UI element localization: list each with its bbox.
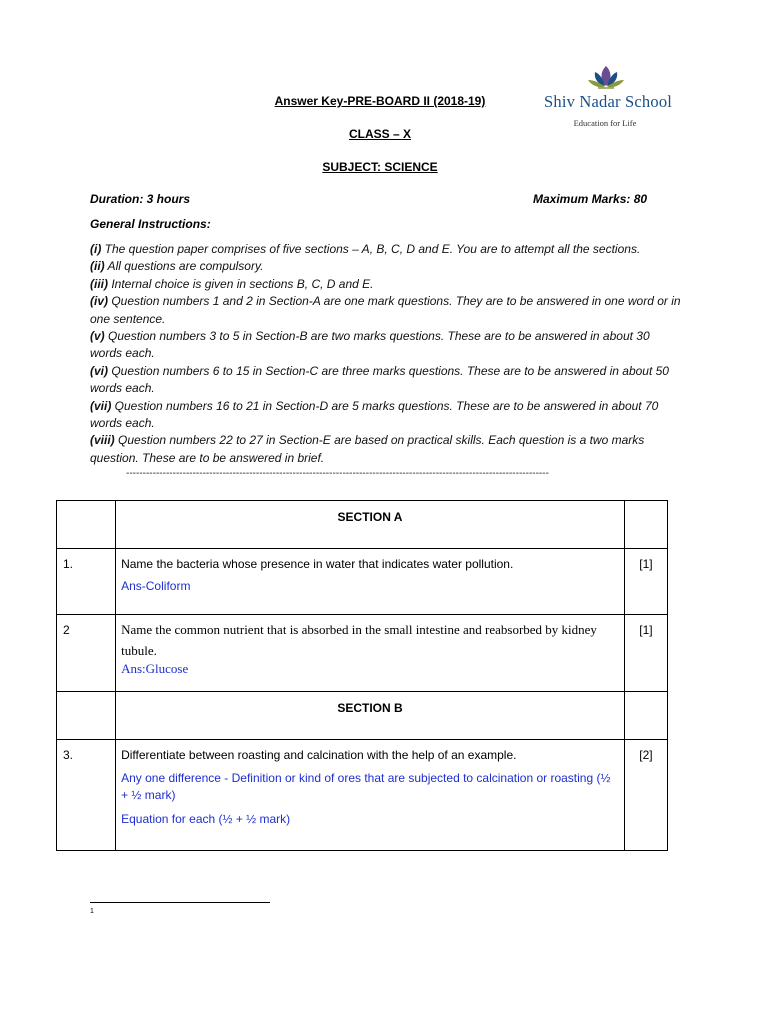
duration: Duration: 3 hours xyxy=(90,192,191,206)
instruction-item: (i) The question paper comprises of five sections – A, B, C, D and E. You are to attempt all the sections. xyxy=(90,242,641,256)
school-logo xyxy=(540,64,673,134)
question-number: 2 xyxy=(57,615,116,692)
question-text: Differentiate between roasting and calcination with the help of an example. xyxy=(121,748,517,762)
table-row xyxy=(57,615,668,692)
school-tagline: Education for Life xyxy=(573,118,637,128)
question-number: 3. xyxy=(57,740,116,851)
instruction-item: (v) Question numbers 3 to 5 in Section-B are two marks questions. These are to be answered in about 30 words each. xyxy=(90,329,650,361)
class-heading: CLASS – X xyxy=(348,127,411,141)
question-text: Name the bacteria whose presence in water that indicates water pollution. xyxy=(121,557,514,571)
footnote-rule xyxy=(90,902,270,903)
instruction-item: (vii) Question numbers 16 to 21 in Section-D are 5 marks questions. These are to be answered in about 70 words each. xyxy=(90,398,659,431)
table-row xyxy=(57,501,668,549)
answer-text: Any one difference - Definition or kind of ores that are subjected to calcination or roasting (½ + ½ mark) xyxy=(121,771,611,802)
maximum-marks: Maximum Marks: 80 xyxy=(533,192,648,206)
answer-text: Ans:Glucose xyxy=(121,661,189,676)
instruction-item: (iv) Question numbers 1 and 2 in Section-A are one mark questions. They are to be answered in one word or in one sentence. xyxy=(90,294,681,326)
subject-heading: SUBJECT: SCIENCE xyxy=(322,160,438,174)
section-b-title: SECTION B xyxy=(116,692,625,740)
dashed-divider: ------------------------------------------------------------------------------------------------------------------------------- xyxy=(126,468,549,479)
instruction-item: (ii) All questions are compulsory. xyxy=(90,259,264,274)
instruction-item: (viii) Question numbers 22 to 27 in Section-E are based on practical skills. Each question is a two marks question. These are to be answered in brief. xyxy=(90,433,645,465)
footnote-number: 1 xyxy=(90,908,94,915)
question-number: 1. xyxy=(57,549,116,615)
answer-text: Equation for each (½ + ½ mark) xyxy=(121,812,291,826)
question-marks: [1] xyxy=(624,549,667,615)
answer-text: Ans-Coliform xyxy=(121,579,191,593)
question-marks: [1] xyxy=(624,615,667,692)
general-instructions-heading: General Instructions: xyxy=(90,217,211,231)
question-table xyxy=(56,500,668,851)
question-marks: [2] xyxy=(624,740,667,851)
table-row xyxy=(57,692,668,740)
question-text: Name the common nutrient that is absorbed in the small intestine and reabsorbed by kidney tubule. xyxy=(121,622,597,658)
school-name: Shiv Nadar School xyxy=(544,92,673,111)
instruction-item: (vi) Question numbers 6 to 15 in Section-C are three marks questions. These are to be answered in about 50 words each. xyxy=(90,363,669,396)
table-row xyxy=(57,549,668,615)
section-a-title: SECTION A xyxy=(116,501,625,549)
instruction-item: (iii) Internal choice is given in sections B, C, D and E. xyxy=(90,276,374,291)
table-row xyxy=(57,740,668,851)
instructions-list xyxy=(90,241,682,467)
lotus-icon xyxy=(586,64,626,92)
document-title: Answer Key-PRE-BOARD II (2018-19) xyxy=(274,94,486,108)
